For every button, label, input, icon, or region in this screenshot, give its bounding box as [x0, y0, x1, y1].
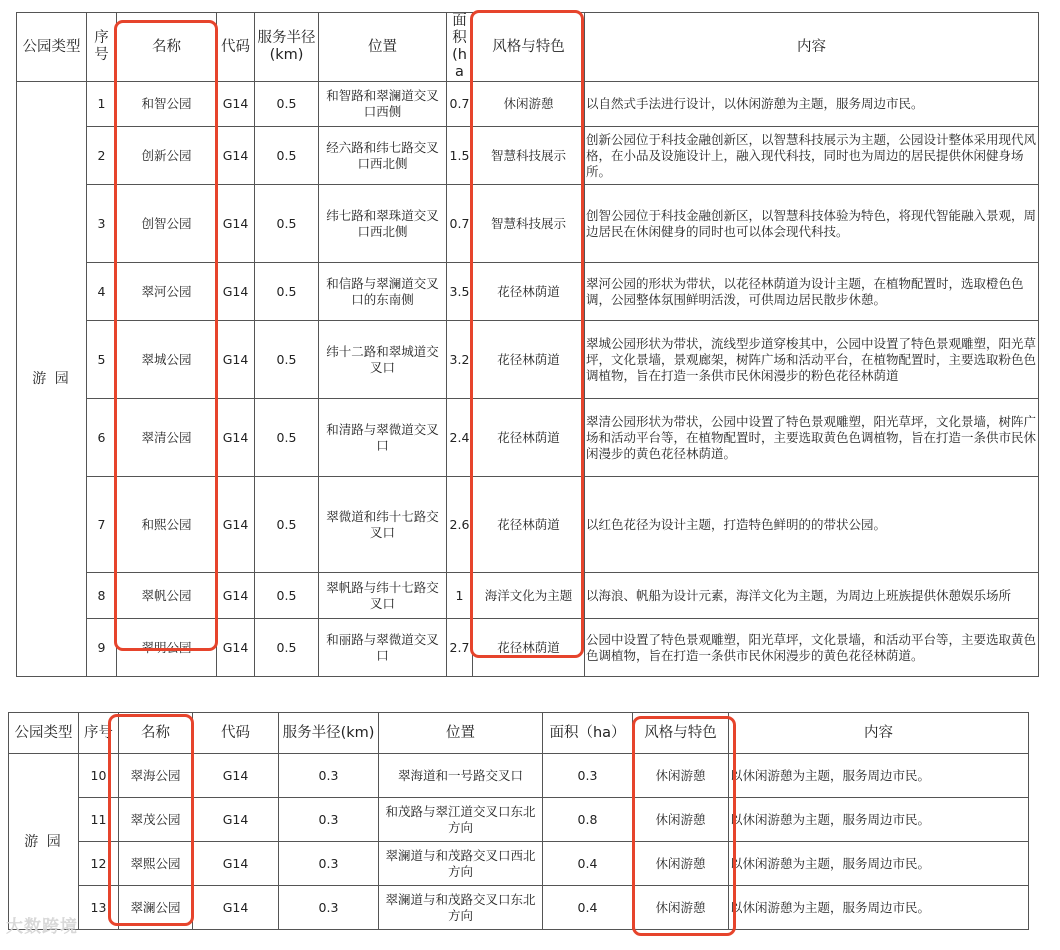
- row-number: 5: [87, 321, 117, 399]
- service-radius: 0.3: [279, 842, 379, 886]
- column-header: 风格与特色: [633, 713, 729, 754]
- park-name: 翠清公园: [117, 399, 217, 477]
- park-location: 翠澜道与和茂路交叉口西北方向: [379, 842, 543, 886]
- park-name: 和智公园: [117, 82, 217, 127]
- park-content: 翠清公园形状为带状，公园中设置了特色景观雕塑，阳光草坪，文化景墙，树阵广场和活动平台等，在植物配置时，主要选取黄色色调植物，旨在打造一条供市民休闲漫步的黄色花径林荫道。: [585, 399, 1039, 477]
- park-name: 创智公园: [117, 185, 217, 263]
- park-name: 翠城公园: [117, 321, 217, 399]
- row-number: 11: [79, 798, 119, 842]
- park-content: 创新公园位于科技金融创新区，以智慧科技展示为主题，公园设计整体采用现代风格，在小品及设施设计上，融入现代科技，同时也为周边的居民提供休闲健身场所。: [585, 127, 1039, 185]
- row-number: 7: [87, 477, 117, 573]
- row-number: 4: [87, 263, 117, 321]
- service-radius: 0.5: [255, 399, 319, 477]
- row-number: 10: [79, 754, 119, 798]
- park-content: 以休闲游憩为主题，服务周边市民。: [729, 798, 1029, 842]
- park-content: 以红色花径为设计主题，打造特色鲜明的的带状公园。: [585, 477, 1039, 573]
- park-area: 2.4: [447, 399, 473, 477]
- park-code: G14: [217, 82, 255, 127]
- style-column-highlight: [470, 10, 584, 658]
- park-location: 纬十二路和翠城道交叉口: [319, 321, 447, 399]
- park-code: G14: [193, 842, 279, 886]
- service-radius: 0.3: [279, 798, 379, 842]
- park-location: 和丽路与翠微道交叉口: [319, 619, 447, 677]
- row-number: 8: [87, 573, 117, 619]
- column-header: 服务半径(km): [279, 713, 379, 754]
- row-number: 6: [87, 399, 117, 477]
- park-name: 翠明公园: [117, 619, 217, 677]
- park-code: G14: [217, 185, 255, 263]
- service-radius: 0.5: [255, 82, 319, 127]
- park-location: 和茂路与翠江道交叉口东北方向: [379, 798, 543, 842]
- park-location: 翠微道和纬十七路交叉口: [319, 477, 447, 573]
- park-style: 休闲游憩: [633, 798, 729, 842]
- park-style: 休闲游憩: [473, 82, 585, 127]
- column-header: 面积（ha）: [543, 713, 633, 754]
- park-style: 花径林荫道: [473, 399, 585, 477]
- column-header: 面积(ha: [447, 13, 473, 82]
- service-radius: 0.5: [255, 185, 319, 263]
- park-content: 以休闲游憩为主题，服务周边市民。: [729, 754, 1029, 798]
- column-header: 序号: [87, 13, 117, 82]
- park-name: 创新公园: [117, 127, 217, 185]
- park-name: 翠茂公园: [119, 798, 193, 842]
- park-content: 以休闲游憩为主题，服务周边市民。: [729, 842, 1029, 886]
- park-area: 0.8: [543, 798, 633, 842]
- name-column-highlight: [114, 20, 218, 651]
- park-name: 和熙公园: [117, 477, 217, 573]
- park-code: G14: [217, 127, 255, 185]
- park-code: G14: [217, 619, 255, 677]
- park-code: G14: [217, 399, 255, 477]
- service-radius: 0.5: [255, 619, 319, 677]
- park-content: 以自然式手法进行设计，以休闲游憩为主题，服务周边市民。: [585, 82, 1039, 127]
- service-radius: 0.5: [255, 263, 319, 321]
- park-style: 花径林荫道: [473, 263, 585, 321]
- row-number: 12: [79, 842, 119, 886]
- column-header: 公园类型: [17, 13, 87, 82]
- park-content: 以海浪、帆船为设计元素，海洋文化为主题，为周边上班族提供休憩娱乐场所: [585, 573, 1039, 619]
- watermark: 大数跨境: [6, 917, 78, 937]
- park-name: 翠熙公园: [119, 842, 193, 886]
- park-content: 翠河公园的形状为带状，以花径林荫道为设计主题，在植物配置时，选取橙色色调，公园整体氛围鲜明活泼，可供周边居民散步休憩。: [585, 263, 1039, 321]
- park-name: 翠海公园: [119, 754, 193, 798]
- park-code: G14: [217, 263, 255, 321]
- park-area: 0.4: [543, 842, 633, 886]
- row-number: 3: [87, 185, 117, 263]
- park-style: 休闲游憩: [633, 886, 729, 930]
- park-type-cell: 游 园: [9, 754, 79, 930]
- park-area: 0.7: [447, 185, 473, 263]
- park-area: 3.2: [447, 321, 473, 399]
- park-location: 翠帆路与纬十七路交叉口: [319, 573, 447, 619]
- service-radius: 0.5: [255, 573, 319, 619]
- name-column-highlight-2: [108, 714, 194, 926]
- park-area: 1.5: [447, 127, 473, 185]
- park-location: 和信路与翠澜道交叉口的东南侧: [319, 263, 447, 321]
- row-number: 9: [87, 619, 117, 677]
- park-area: 1: [447, 573, 473, 619]
- park-location: 经六路和纬七路交叉口西北侧: [319, 127, 447, 185]
- park-style: 智慧科技展示: [473, 127, 585, 185]
- park-area: 0.7: [447, 82, 473, 127]
- park-content: 以休闲游憩为主题，服务周边市民。: [729, 886, 1029, 930]
- column-header: 服务半径(km): [255, 13, 319, 82]
- row-number: 1: [87, 82, 117, 127]
- park-name: 翠河公园: [117, 263, 217, 321]
- service-radius: 0.3: [279, 754, 379, 798]
- style-column-highlight-2: [632, 716, 736, 936]
- row-number: 13: [79, 886, 119, 930]
- park-area: 2.6: [447, 477, 473, 573]
- service-radius: 0.3: [279, 886, 379, 930]
- park-name: 翠帆公园: [117, 573, 217, 619]
- column-header: 序号: [79, 713, 119, 754]
- park-name: 翠澜公园: [119, 886, 193, 930]
- park-code: G14: [217, 321, 255, 399]
- park-location: 和清路与翠微道交叉口: [319, 399, 447, 477]
- park-content: 公园中设置了特色景观雕塑，阳光草坪，文化景墙，和活动平台等，主要选取黄色色调植物，旨在打造一条供市民休闲漫步的黄色花径林荫道。: [585, 619, 1039, 677]
- park-style: 花径林荫道: [473, 321, 585, 399]
- service-radius: 0.5: [255, 127, 319, 185]
- park-code: G14: [193, 754, 279, 798]
- column-header: 名称: [117, 13, 217, 82]
- park-style: 休闲游憩: [633, 842, 729, 886]
- park-code: G14: [193, 886, 279, 930]
- park-location: 翠澜道与和茂路交叉口东北方向: [379, 886, 543, 930]
- park-area: 2.7: [447, 619, 473, 677]
- park-type-cell: 游 园: [17, 82, 87, 677]
- park-style: 智慧科技展示: [473, 185, 585, 263]
- service-radius: 0.5: [255, 477, 319, 573]
- column-header: 内容: [729, 713, 1029, 754]
- column-header: 风格与特色: [473, 13, 585, 82]
- service-radius: 0.5: [255, 321, 319, 399]
- park-style: 花径林荫道: [473, 477, 585, 573]
- park-content: 创智公园位于科技金融创新区，以智慧科技体验为特色，将现代智能融入景观，周边居民在休闲健身的同时也可以体会现代科技。: [585, 185, 1039, 263]
- column-header: 位置: [379, 713, 543, 754]
- column-header: 代码: [217, 13, 255, 82]
- column-header: 位置: [319, 13, 447, 82]
- column-header: 名称: [119, 713, 193, 754]
- park-style: 花径林荫道: [473, 619, 585, 677]
- park-content: 翠城公园形状为带状，流线型步道穿梭其中，公园中设置了特色景观雕塑，阳光草坪，文化景墙，景观廊架，树阵广场和活动平台，在植物配置时，主要选取粉色色调植物，旨在打造一条供市民休闲漫步的粉色花径林荫道: [585, 321, 1039, 399]
- park-area: 0.4: [543, 886, 633, 930]
- park-area: 0.3: [543, 754, 633, 798]
- row-number: 2: [87, 127, 117, 185]
- column-header: 内容: [585, 13, 1039, 82]
- park-style: 海洋文化为主题: [473, 573, 585, 619]
- park-style: 休闲游憩: [633, 754, 729, 798]
- column-header: 公园类型: [9, 713, 79, 754]
- column-header: 代码: [193, 713, 279, 754]
- park-location: 和智路和翠澜道交叉口西侧: [319, 82, 447, 127]
- park-code: G14: [193, 798, 279, 842]
- park-code: G14: [217, 477, 255, 573]
- park-code: G14: [217, 573, 255, 619]
- park-location: 纬七路和翠珠道交叉口西北侧: [319, 185, 447, 263]
- park-location: 翠海道和一号路交叉口: [379, 754, 543, 798]
- park-area: 3.5: [447, 263, 473, 321]
